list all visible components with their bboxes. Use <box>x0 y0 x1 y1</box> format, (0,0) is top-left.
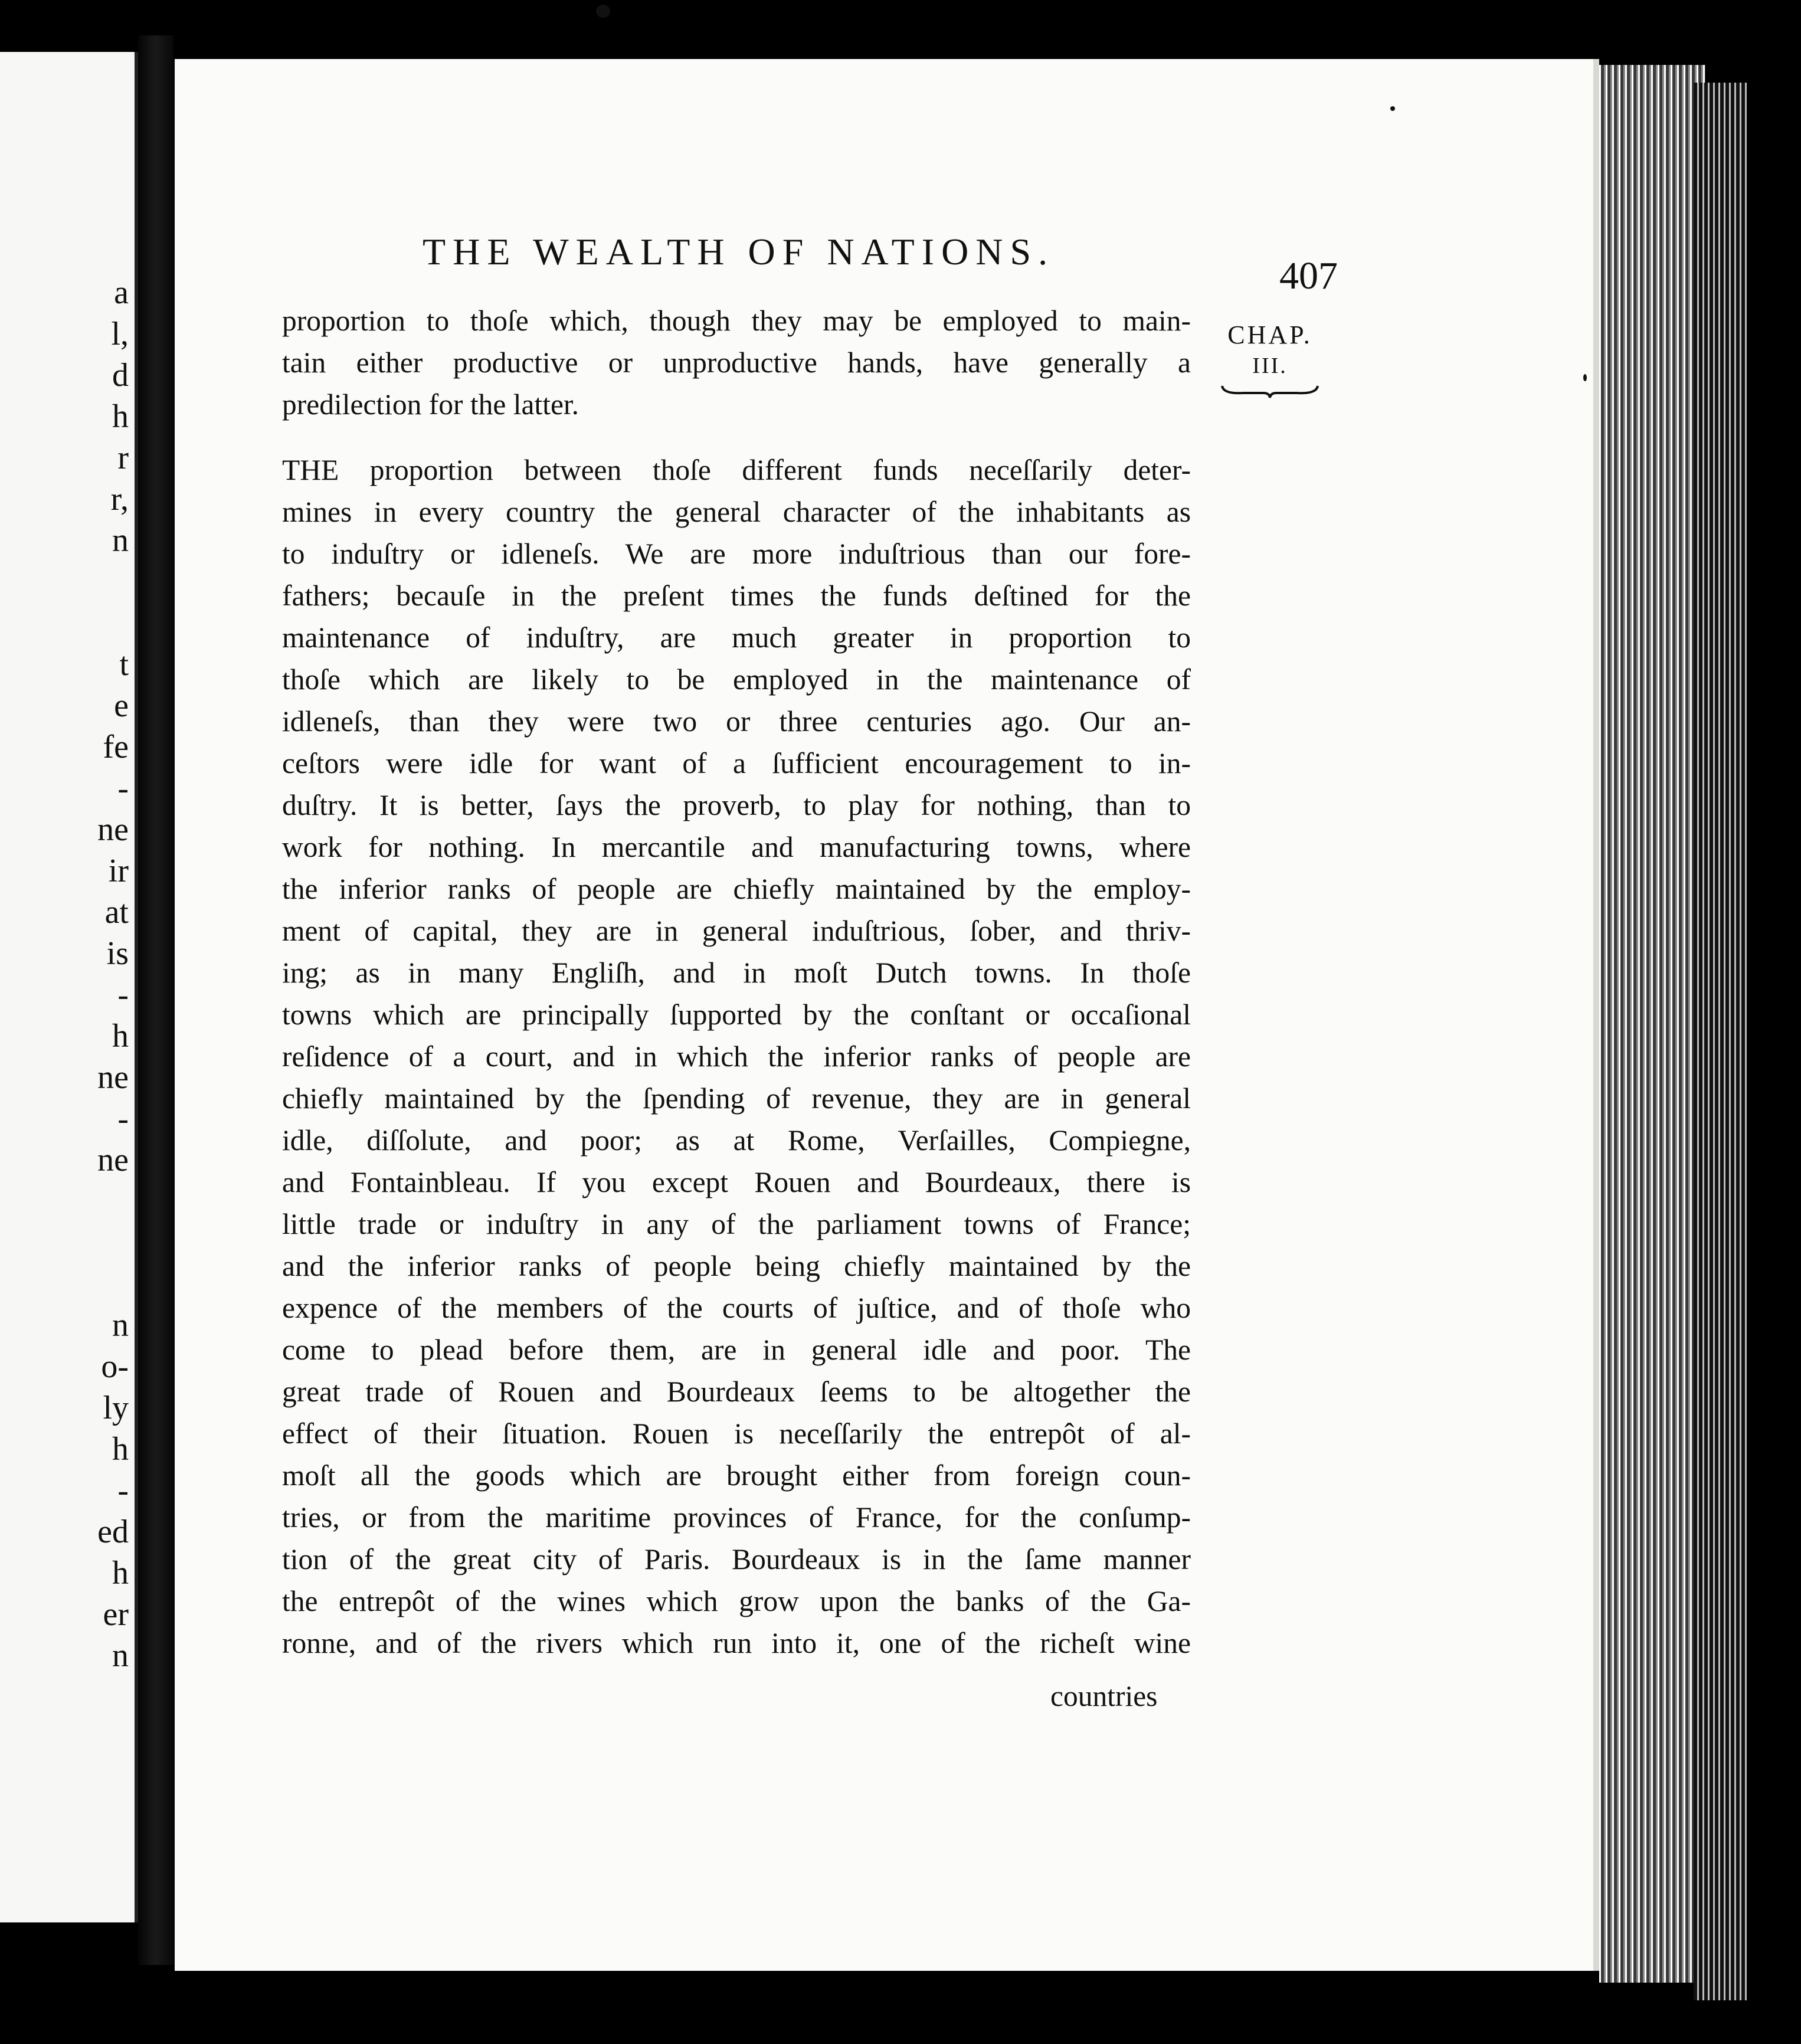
text-line: ment of capital, they are in general induſtrious, ſober, and thriv- <box>282 915 1191 947</box>
facing-page-fragment: ly <box>103 1390 129 1426</box>
text-line: predilection for the latter. <box>282 388 579 421</box>
facing-page-fragment: - <box>117 1472 129 1509</box>
text-line: moſt all the goods which are brought either from foreign coun- <box>282 1459 1191 1492</box>
facing-page-fragment: ne <box>97 1142 129 1178</box>
ink-speck <box>1583 374 1587 381</box>
body-text <box>282 300 1191 1688</box>
facing-page-fragment: - <box>117 1100 129 1137</box>
chapter-marginal-note <box>1211 319 1329 399</box>
facing-page-fragment: - <box>117 770 129 807</box>
facing-page-fragment: h <box>112 1431 129 1468</box>
facing-page-fragment: n <box>112 1307 129 1344</box>
text-line: tion of the great city of Paris. Bourdeaux is in the ſame manner <box>282 1543 1191 1575</box>
text-line: and Fontainbleau. If you except Rouen and Bourdeaux, there is <box>282 1166 1191 1198</box>
text-line: ronne, and of the rivers which run into it, one of the richeſt wine <box>282 1627 1191 1659</box>
facing-page-fragment: fe <box>103 729 129 765</box>
text-line: effect of their ſituation. Rouen is neceſſarily the entrepôt of al- <box>282 1417 1191 1450</box>
paragraph <box>282 300 1191 425</box>
facing-page-fragment: n <box>112 522 129 559</box>
text-line: THE proportion between thoſe different funds neceſſarily deter- <box>282 454 1191 486</box>
text-line: maintenance of induſtry, are much greater in proportion to <box>282 621 1191 654</box>
facing-page-fragment: h <box>112 1018 129 1054</box>
text-line: towns which are principally ſupported by the conſtant or occaſional <box>282 998 1191 1031</box>
facing-page-fragment: r, <box>110 481 129 517</box>
catchword: countries <box>1050 1680 1158 1712</box>
text-line: expence of the members of the courts of juſtice, and of thoſe who <box>282 1292 1191 1324</box>
text-line: the entrepôt of the wines which grow upon the banks of the Ga- <box>282 1585 1191 1617</box>
text-line: the inferior ranks of people are chiefly maintained by the employ- <box>282 873 1191 905</box>
running-title: THE WEALTH OF NATIONS. <box>423 231 1055 273</box>
text-line: ing; as in many Engliſh, and in moſt Dutch towns. In thoſe <box>282 957 1191 989</box>
facing-page-fragment: t <box>119 646 129 683</box>
page-edges-shadow <box>1694 83 1747 2000</box>
text-line: fathers; becauſe in the preſent times the funds deſtined for the <box>282 579 1191 612</box>
text-line: great trade of Rouen and Bourdeaux ſeems to be altogether the <box>282 1375 1191 1408</box>
facing-page-fragment: is <box>106 935 129 972</box>
text-line: tries, or from the maritime provinces of France, for the conſump- <box>282 1501 1191 1534</box>
text-line: idle, diſſolute, and poor; as at Rome, Verſailles, Compiegne, <box>282 1124 1191 1157</box>
facing-page-fragment: - <box>117 977 129 1013</box>
brace-ornament <box>1220 384 1320 399</box>
text-line: tain either productive or unproductive hands, have generally a <box>282 346 1191 379</box>
page-edges <box>1599 65 1705 1983</box>
text-line: little trade or induſtry in any of the parliament towns of France; <box>282 1208 1191 1240</box>
facing-page-fragment: n <box>112 1637 129 1674</box>
facing-page-fragment: h <box>112 398 129 435</box>
text-line: and the inferior ranks of people being chiefly maintained by the <box>282 1250 1191 1282</box>
chapter-number: III. <box>1252 353 1288 378</box>
text-line: proportion to thoſe which, though they may be employed to main- <box>282 304 1191 337</box>
text-line: duſtry. It is better, ſays the proverb, to play for nothing, than to <box>282 789 1191 821</box>
facing-page-fragment: o- <box>101 1348 129 1385</box>
facing-page-fragment: e <box>114 687 129 724</box>
facing-page-fragment: ed <box>97 1514 129 1550</box>
facing-page-fragment: ne <box>97 1059 129 1096</box>
facing-page-fragment: h <box>112 1555 129 1591</box>
facing-page-fragment: ir <box>108 853 129 889</box>
paragraph <box>282 449 1191 1664</box>
text-line: work for nothing. In mercantile and manufacturing towns, where <box>282 831 1191 863</box>
chapter-label: CHAP. <box>1227 320 1312 349</box>
facing-page-fragment: er <box>103 1596 129 1633</box>
text-line: thoſe which are likely to be employed in the maintenance of <box>282 663 1191 696</box>
facing-page-fragment: at <box>104 894 129 931</box>
facing-page-fragment: ne <box>97 811 129 848</box>
text-line: to induſtry or idleneſs. We are more induſtrious than our fore- <box>282 538 1191 570</box>
text-line: chiefly maintained by the ſpending of revenue, they are in general <box>282 1082 1191 1115</box>
facing-page-fragment: r <box>117 440 129 476</box>
text-line: idleneſs, than they were two or three centuries ago. Our an- <box>282 705 1191 738</box>
text-line: mines in every country the general character of the inhabitants as <box>282 496 1191 528</box>
page-header <box>245 218 1319 289</box>
text-line: reſidence of a court, and in which the inferior ranks of people are <box>282 1040 1191 1073</box>
facing-page-fragment: d <box>112 357 129 394</box>
ink-speck <box>1390 106 1395 111</box>
facing-page-fragment: l, <box>111 316 129 352</box>
ink-speck <box>596 5 610 18</box>
page-number: 407 <box>1279 254 1338 297</box>
facing-page-fragment: a <box>114 274 129 311</box>
facing-page <box>0 52 138 1922</box>
text-line: ceſtors were idle for want of a ſufficient encouragement to in- <box>282 747 1191 779</box>
text-line: come to plead before them, are in general idle and poor. The <box>282 1334 1191 1366</box>
book-gutter <box>138 35 173 1965</box>
